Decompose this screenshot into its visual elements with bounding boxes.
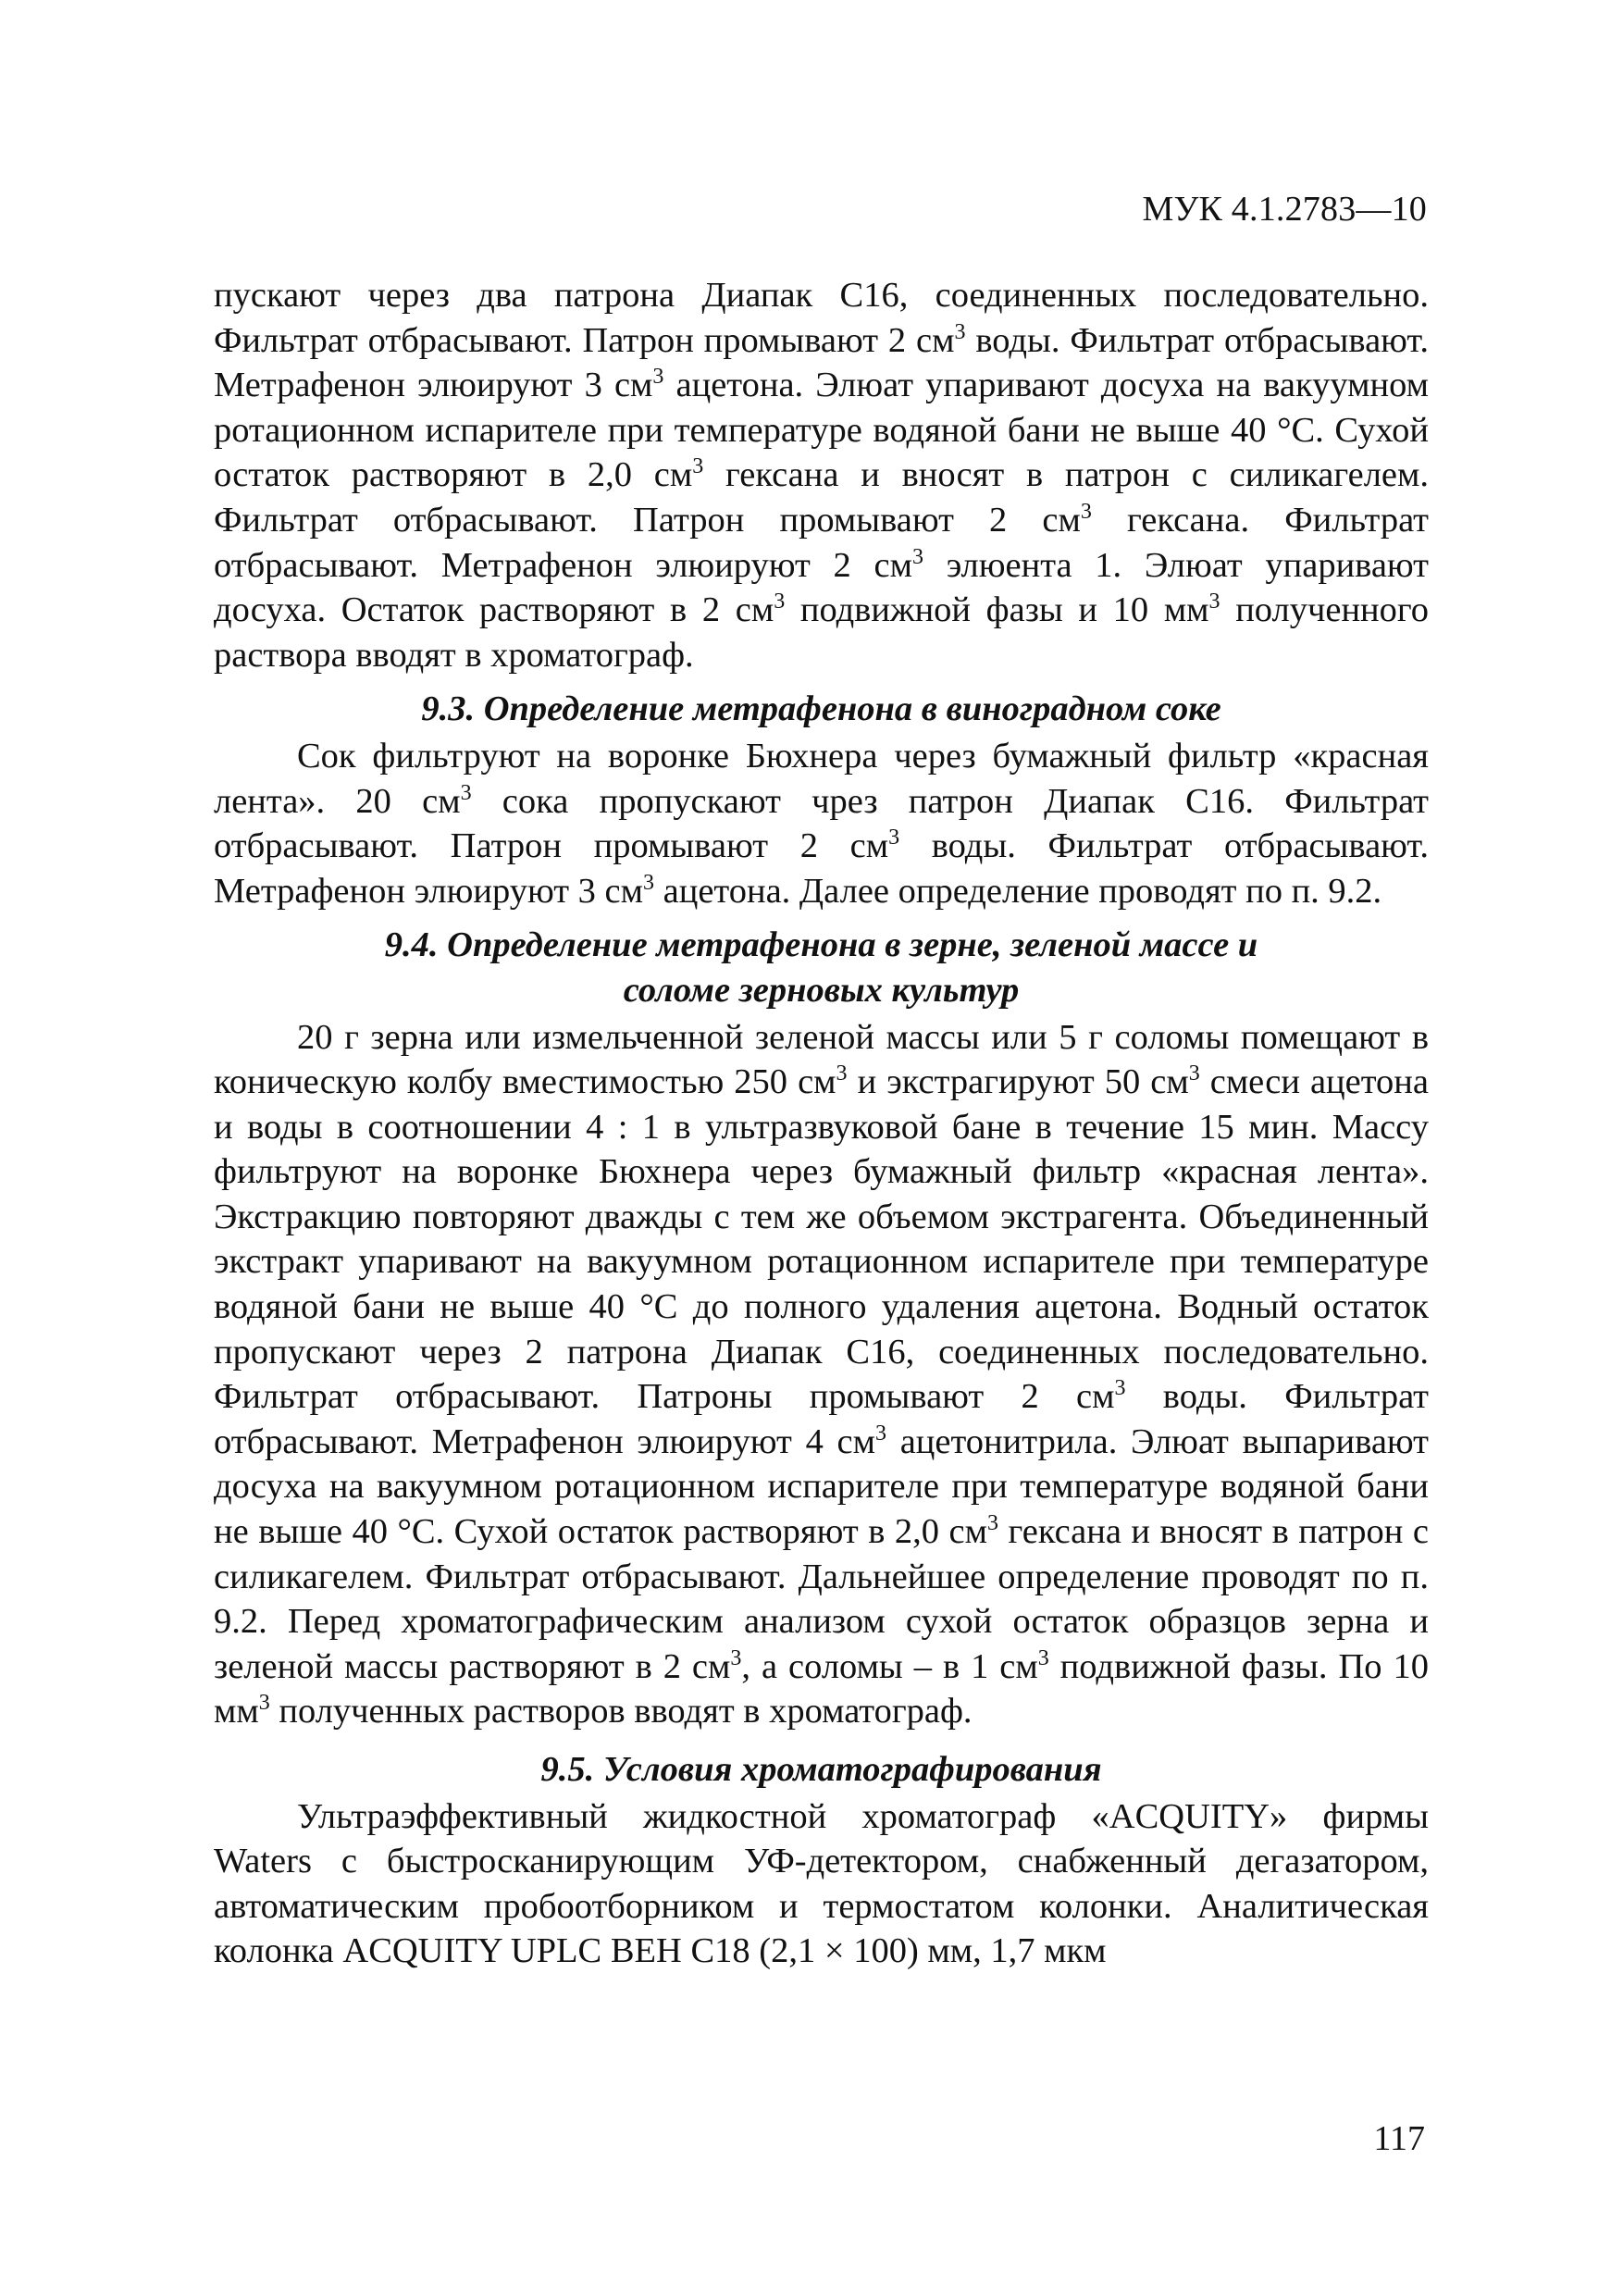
section-9-3-heading: 9.3. Определение метрафенона в виноградном соке: [421, 689, 1221, 729]
continuation-paragraph: пускают через два патрона Диапак С16, соединенных последовательно. Фильтрат отбрасывают. Патрон промывают 2 $см^3$ воды. Фильтрат отбрасывают. Метрафенон элюируют 3 $см^3$ ацетона. Элюат упаривают досуха на вакуумном ротационном испарителе при температуре водяной бани не выше 40 °С. Сухой остаток растворяют в 2,0 $см^3$ гексана и вносят в патрон с силикагелем. Фильтрат отбрасывают. Патрон промывают 2 $см^3$ гексана. Фильтрат отбрасывают. Метрафенон элюируют 2 $см^3$ элюента 1. Элюат упаривают досуха. Остаток растворяют в 2 $см^3$ подвижной фазы и 10 $мм^3$ полученного раствора вводят в хроматограф.: [214, 276, 1430, 675]
section-9-4-paragraph: 20 г зерна или измельченной зеленой массы или 5 г соломы помещают в коническую колбу вместимостью 250 $см^3$ и экстрагируют 50 $см^3$ смеси ацетона и воды в соотношении 4 : 1 в ультразвуковой бане в течение 15 мин. Массу фильтруют на воронке Бюхнера через бумажный фильтр «красная лента». Экстракцию повторяют дважды с тем же объемом экстрагента. Объединенный экстракт упаривают на вакуумном ротационном испарителе при температуре водяной бани не выше 40 °С до полного удаления ацетона. Водный остаток пропускают через 2 патрона Диапак С16, соединенных последовательно. Фильтрат отбрасывают. Патроны промывают 2 $см^3$ воды. Фильтрат отбрасывают. Метрафенон элюируют 4 $см^3$ ацетонитрила. Элюат выпаривают досуха на вакуумном ротационном испарителе при температуре водяной бани не выше 40 °С. Сухой остаток растворяют в 2,0 $см^3$ гексана и вносят в патрон с силикагелем. Фильтрат отбрасывают. Дальнейшее определение проводят по п. 9.2. Перед хроматографическим анализом сухой остаток образцов зерна и зеленой массы растворяют в 2 $см^3$, а соломы – в 1 $см^3$ подвижной фазы. По 10 $мм^3$ полученных растворов вводят в хроматограф.: [214, 1017, 1430, 1731]
section-9-4-heading-line1: 9.4. Определение метрафенона в зерне, зеленой массе и: [384, 925, 1258, 965]
section-9-4-heading-line2: соломе зерновых культур: [623, 970, 1020, 1010]
document-code-header: МУК 4.1.2783—10: [1142, 190, 1427, 229]
section-9-5-paragraph: Ультраэффективный жидкостной хроматограф «ACQUITY» фирмы Waters с быстросканирующим УФ-детектором, снабженный дегазатором, автоматическим пробоотборником и термостатом колонки. Аналитическая колонка ACQUITY UPLC BEH C18 (2,1 × 100) мм, 1,7 мкм: [214, 1796, 1429, 1971]
page-body: [214, 273, 1429, 1974]
page-number: 117: [1373, 2119, 1425, 2158]
section-9-4-heading: [214, 923, 1429, 1012]
section-9-3-paragraph: Сок фильтруют на воронке Бюхнера через бумажный фильтр «красная лента». 20 $см^3$ сока пропускают чрез патрон Диапак С16. Фильтрат отбрасывают. Патрон промывают 2 $см^3$ воды. Фильтрат отбрасывают. Метрафенон элюируют 3 $см^3$ ацетона. Далее определение проводят по п. 9.2.: [214, 736, 1429, 911]
section-9-5-heading: 9.5. Условия хроматографирования: [540, 1750, 1102, 1789]
